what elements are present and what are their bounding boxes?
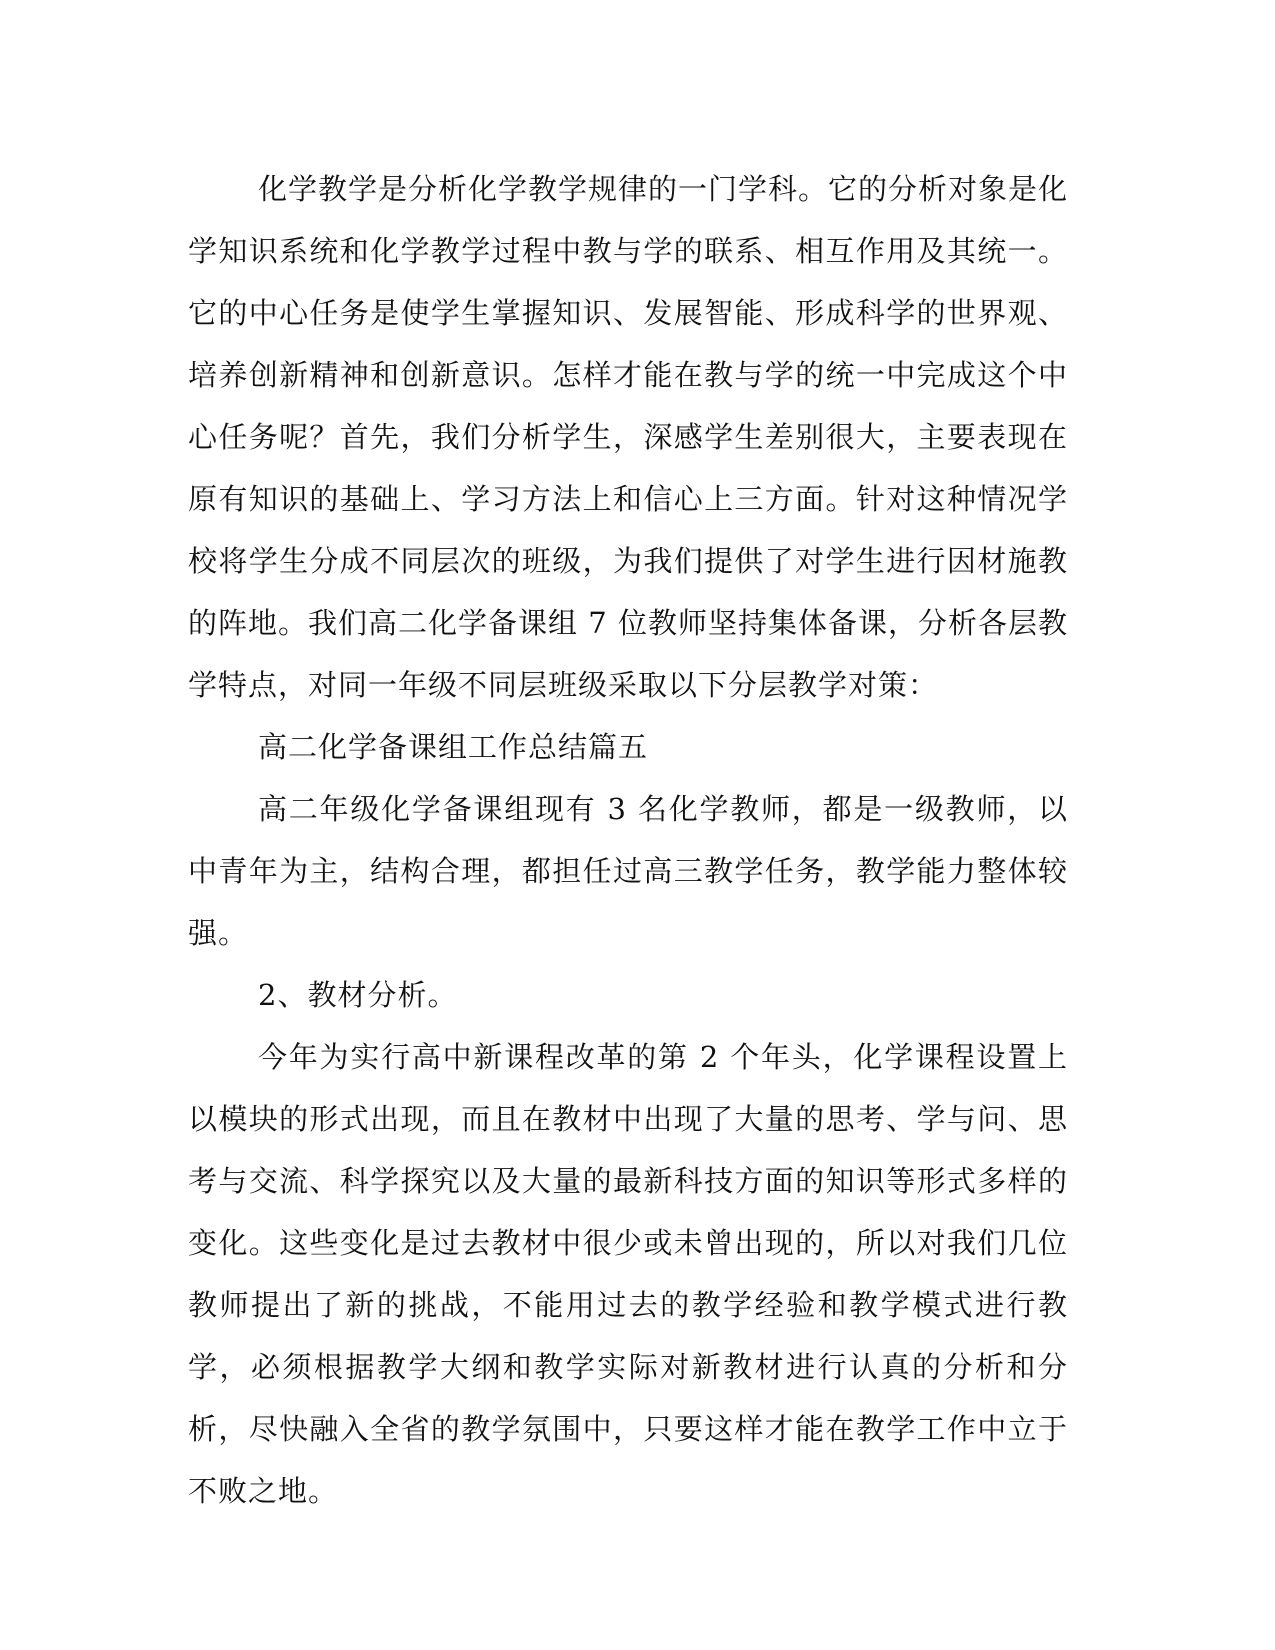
paragraph-subheading: 2、教材分析。 — [258, 978, 458, 1012]
section-heading: 高二化学备课组工作总结篇五 — [258, 730, 649, 764]
document-body — [188, 158, 1068, 1522]
paragraph-intro: 化学教学是分析化学教学规律的一门学科。它的分析对象是化学知识系统和化学教学过程中教与学的联系、相互作用及其统一。它的中心任务是使学生掌握知识、发展智能、形成科学的世界观、培养创新精神和创新意识。怎样才能在教与学的统一中完成这个中心任务呢？首先，我们分析学生，深感学生差别很大，主要表现在原有知识的基础上、学习方法上和信心上三方面。针对这种情况学校将学生分成不同层次的班级，为我们提供了对学生进行因材施教的阵地。我们高二化学备课组 7 位教师坚持集体备课，分析各层教学特点，对同一年级不同层班级采取以下分层教学对策： — [188, 172, 1069, 702]
paragraph-staff: 高二年级化学备课组现有 3 名化学教师，都是一级教师，以中青年为主，结构合理，都担任过高三教学任务，教学能力整体较强。 — [188, 792, 1068, 950]
paragraph-textbook-analysis: 今年为实行高中新课程改革的第 2 个年头，化学课程设置上以模块的形式出现，而且在教材中出现了大量的思考、学与问、思考与交流、科学探究以及大量的最新科技方面的知识等形式多样的变化。这些变化是过去教材中很少或未曾出现的，所以对我们几位教师提出了新的挑战，不能用过去的教学经验和教学模式进行教学，必须根据教学大纲和教学实际对新教材进行认真的分析和分析，尽快融入全省的教学氛围中，只要这样才能在教学工作中立于不败之地。 — [188, 1040, 1068, 1508]
